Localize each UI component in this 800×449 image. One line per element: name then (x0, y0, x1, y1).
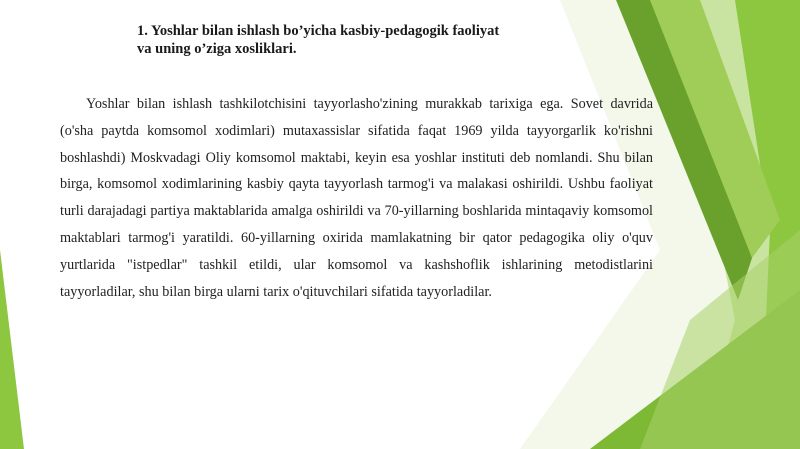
slide-title-line-2: va uning o’ziga xosliklari. (137, 41, 297, 57)
slide-title (137, 22, 557, 58)
slide-body-paragraph: Yoshlar bilan ishlash tashkilotchisini tayyorlasho'zining murakkab tarixiga ega. Sovet davrida (o'sha paytda komsomol xodimlari) mutaxassislar sifatida faqat 1969 yilda tayyorgarlik ko'rishni boshlashdi) Moskvadagi Oliy komsomol maktabi, keyin esa yoshlar instituti deb nomlandi. Shu bilan birga, komsomol xodimlarining kasbiy qayta tayyorlash tarmog'i va malakasi oshirildi. Ushbu faoliyat turli darajadagi partiya maktablarida amalga oshirildi va 70-yillarning boshlarida mintaqaviy komsomol maktablari tarmog'i yaratildi. 60-yillarning oxirida mamlakatning bir qator pedagogika oliy o'quv yurtlarida "istpedlar" tashkil etildi, ular komsomol va kashshoflik ishlarining metodistlarini tayyorladilar, shu bilan birga ularni tarix o'qituvchilari sifatida tayyorladilar. (60, 96, 653, 300)
bottom-left-corner (0, 250, 24, 449)
slide-title-line-1: 1. Yoshlar bilan ishlash bo’yicha kasbiy-pedagogik faoliyat (137, 23, 500, 39)
